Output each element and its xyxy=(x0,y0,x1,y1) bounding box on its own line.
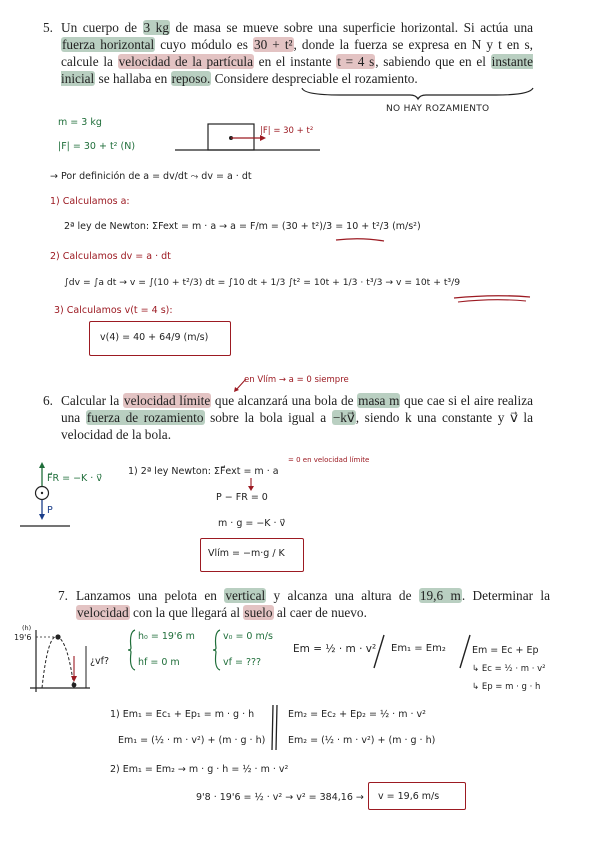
energy-sum: Em = Ec + Ep xyxy=(472,645,539,656)
note-definition: → Por definición de a = dv/dt ⤳ dv = a · dt xyxy=(50,171,252,182)
note-newton-6: 1) 2ª ley Newton: ΣF⃗ext = m · a xyxy=(128,466,279,477)
axis-h-label: (h) xyxy=(22,624,32,632)
highlight-ground: suelo xyxy=(244,605,273,620)
step-1-label: 1) Calculamos a: xyxy=(50,196,130,207)
problem-number: 6. xyxy=(43,393,53,408)
eq-em2: Em₂ = Ec₂ + Ep₂ = ½ · m · v² xyxy=(288,709,426,720)
arrow-a-down xyxy=(246,478,256,492)
data-hf: hf = 0 m xyxy=(138,657,180,668)
note-zero-limit: = 0 en velocidad límite xyxy=(288,456,370,464)
highlight-height: 19,6 m xyxy=(419,588,461,603)
kinetic-energy: ↳ Ec = ½ · m · v² xyxy=(472,664,546,674)
divider-slash-2 xyxy=(458,634,472,670)
diagram-force-label: |F| = 30 + t² xyxy=(260,126,314,136)
data-v0: v₀ = 0 m/s xyxy=(223,631,273,642)
data-vf: vf = ??? xyxy=(223,657,262,668)
result-7: v = 19,6 m/s xyxy=(378,791,440,802)
problem-5-statement xyxy=(43,19,533,87)
problem-7-statement xyxy=(58,587,550,621)
underline-acceleration xyxy=(336,236,386,244)
highlight-force: fuerza horizontal xyxy=(62,37,155,52)
weight-label: P xyxy=(47,505,53,516)
highlight-velocity: velocidad de la partícula xyxy=(118,54,253,69)
highlight-vertical: vertical xyxy=(225,588,266,603)
result-6: Vlím = −m·g / K xyxy=(208,548,285,559)
problem-6-statement xyxy=(43,392,533,443)
problem-number: 5. xyxy=(43,20,53,35)
highlight-velocity: velocidad xyxy=(77,605,129,620)
highlight-limit-velocity: velocidad límite xyxy=(123,393,211,408)
eq-em1-expanded: Em₁ = (½ · m · v²) + (m · g · h) xyxy=(118,735,266,746)
highlight-rest: reposo. xyxy=(171,71,211,86)
highlight-initial: instante inicial xyxy=(61,54,533,86)
problem-number: 7. xyxy=(58,588,68,603)
problem-text: Calcular la velocidad límite que alcanzará una bola de masa m que cae si el aire realiza una fuerza de rozamiento sobre la bola igual a −kv⃗, siendo k una constante y v⃗ la velocidad de la bola. xyxy=(61,393,533,442)
highlight-mass: 3 kg xyxy=(143,20,169,35)
energy-conservation: Em₁ = Em₂ xyxy=(391,643,446,654)
highlight-modulus: 30 + t² xyxy=(253,37,293,52)
data-h0: h₀ = 19'6 m xyxy=(138,631,195,642)
highlight-kv: −kv⃗ xyxy=(332,410,355,425)
underline-velocity xyxy=(454,292,534,304)
highlight-time: t = 4 s xyxy=(337,54,375,69)
result-5: v(4) = 40 + 64/9 (m/s) xyxy=(100,332,209,343)
highlight-mass: masa m xyxy=(358,393,400,408)
eq-em1: 1) Em₁ = Ec₁ + Ep₁ = m · g · h xyxy=(110,709,255,720)
step-2-label: 2) Calculamos dv = a · dt xyxy=(50,251,171,262)
trajectory-diagram xyxy=(28,628,98,698)
eq-numeric: 9'8 · 19'6 = ½ · v² → v² = 384,16 → xyxy=(196,792,364,803)
note-mass: m = 3 kg xyxy=(58,117,102,128)
note-force: |F| = 30 + t² (N) xyxy=(58,141,136,152)
highlight-friction: fuerza de rozamiento xyxy=(86,410,204,425)
step-3-label: 3) Calculamos v(t = 4 s): xyxy=(54,305,173,316)
problem-text: Un cuerpo de 3 kg de masa se mueve sobre una superficie horizontal. Si actúa una fuerza horizontal cuyo módulo es 30 + t², donde la fuerza se expresa en N y t en s, calcule la velocidad de la partícula en el instante t = 4 s, sabiendo que en el instante inicial se hallaba en reposo. Considere despreciable el rozamiento. xyxy=(61,20,533,86)
friction-force-label: F⃗R = −K · v⃗ xyxy=(47,473,102,484)
double-divider xyxy=(270,704,280,752)
brace-underline xyxy=(300,86,535,100)
eq-em2-expanded: Em₂ = (½ · m · v²) + (m · g · h) xyxy=(288,735,436,746)
brace-data-1 xyxy=(127,628,137,672)
note-no-friction: NO HAY ROZAMIENTO xyxy=(386,104,490,114)
problem-text: Lanzamos una pelota en vertical y alcanza una altura de 19,6 m. Determinar la velocidad con la que llegará al suelo al caer de nuevo. xyxy=(76,588,550,620)
note-limit-zero: en Vlím → a = 0 siempre xyxy=(244,375,349,385)
vf-question: ¿vf? xyxy=(90,656,110,667)
potential-energy: ↳ Ep = m · g · h xyxy=(472,682,541,692)
eq-mg: m · g = −K · v⃗ xyxy=(218,518,286,529)
eq-em-equal: 2) Em₁ = Em₂ → m · g · h = ½ · m · v² xyxy=(110,764,289,775)
note-integral: ∫dv = ∫a dt → v = ∫(10 + t²/3) dt = ∫10 dt + 1/3 ∫t² = 10t + 1/3 · t³/3 → v = 10t + t³/9 xyxy=(64,277,461,288)
eq-p-minus-fr: P − FR = 0 xyxy=(216,492,268,503)
brace-data-2 xyxy=(212,628,222,672)
note-newton-2: 2ª ley de Newton: ΣFext = m · a → a = F/m = (30 + t²)/3 = 10 + t²/3 (m/s²) xyxy=(64,221,421,232)
height-tick-label: 19'6 xyxy=(14,633,32,642)
arrow-note-limit xyxy=(232,377,252,393)
divider-slash-1 xyxy=(372,634,386,670)
mech-energy: Em = ½ · m · v² xyxy=(293,643,377,655)
